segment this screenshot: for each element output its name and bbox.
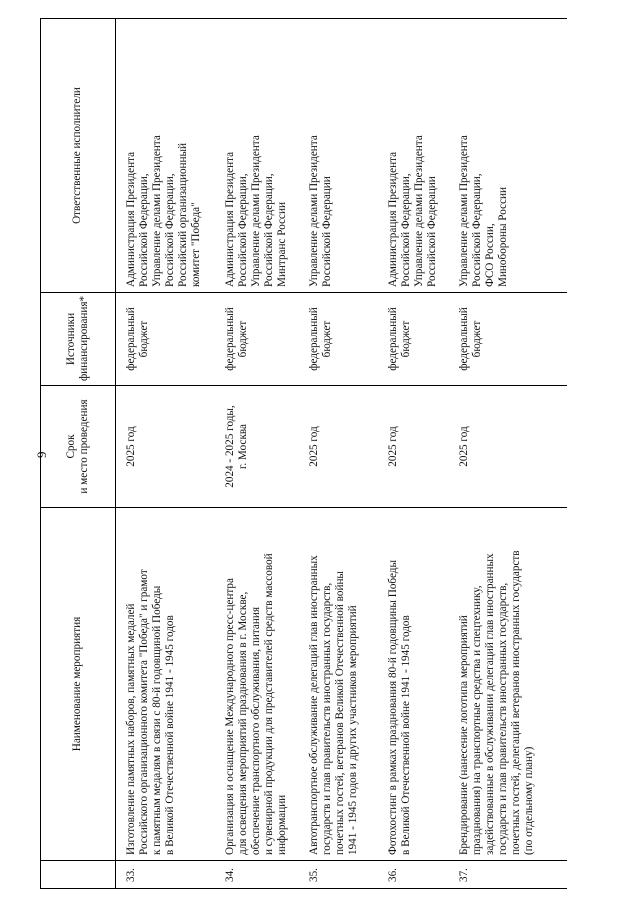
event-term: 2025 год	[299, 386, 378, 508]
responsible: Управление делами Президента Российской Федерации	[299, 19, 378, 293]
row-number: 34.	[215, 861, 299, 889]
event-term: 2024 - 2025 годы, г. Москва	[215, 386, 299, 508]
event-term: 2025 год	[378, 386, 449, 508]
events-table	[40, 18, 567, 889]
page-number: 9	[34, 451, 49, 458]
event-term: 2025 год	[449, 386, 567, 508]
table-row	[299, 19, 378, 889]
responsible: Управление делами Президента Российской Федерации, ФСО России, Минобороны России	[449, 19, 567, 293]
responsible: Администрация Президента Российской Федерации, Управление делами Президента Российской Федерации, Российский организационный комитет "Победа"	[116, 19, 215, 293]
row-number: 37.	[449, 861, 567, 889]
row-number: 33.	[116, 861, 215, 889]
table-row	[378, 19, 449, 889]
header-num	[41, 861, 116, 889]
funding-source: федеральный бюджет	[449, 293, 567, 386]
header-source: Источники финансирования*	[41, 293, 116, 386]
row-number: 36.	[378, 861, 449, 889]
event-name: Организация и оснащение Международного пресс-центра для освещения мероприятий празднования в г. Москве, обеспечение транспортного обслуживания, питания и сувенирной продукции для представителей средств массовой информации	[215, 508, 299, 861]
funding-source: федеральный бюджет	[299, 293, 378, 386]
table-header	[41, 19, 116, 889]
event-name: Изготовление памятных наборов, памятных медалей Российского организационного комитета "Победа" и грамот к памятным медалям в связи с 80-й годовщиной Победы в Великой Отечественной войне 1941 - 1945 годов	[116, 508, 215, 861]
event-name: Фотохостинг в рамках празднования 80-й годовщины Победы в Великой Отечественной войне 1941 - 1945 годов	[378, 508, 449, 861]
event-name: Автотранспортное обслуживание делегаций глав иностранных государств и глав правительств иностранных государств, почетных гостей, ветеранов Великой Отечественной войны 1941 - 1945 годов и других участников мероприятий	[299, 508, 378, 861]
table-row	[116, 19, 215, 889]
event-name: Брендирование (нанесение логотипа мероприятий празднования) на транспортные средства и спецтехнику, задействованные в обслуживании делегаций глав иностранных государств и глав правительств иностранных государств, почетных гостей, делегаций ветеранов иностранных государств (по отдельному плану)	[449, 508, 567, 861]
responsible: Администрация Президента Российской Федерации, Управление делами Президента Российской Федерации	[378, 19, 449, 293]
event-term: 2025 год	[116, 386, 215, 508]
header-responsible: Ответственные исполнители	[41, 19, 116, 293]
header-term: Срок и место проведения	[41, 386, 116, 508]
table-row	[215, 19, 299, 889]
funding-source: федеральный бюджет	[378, 293, 449, 386]
header-name: Наименование мероприятия	[41, 508, 116, 861]
table-row	[449, 19, 567, 889]
funding-source: федеральный бюджет	[116, 293, 215, 386]
responsible: Администрация Президента Российской Федерации, Управление делами Президента Российской Федерации, Минтранс России	[215, 19, 299, 293]
funding-source: федеральный бюджет	[215, 293, 299, 386]
row-number: 35.	[299, 861, 378, 889]
